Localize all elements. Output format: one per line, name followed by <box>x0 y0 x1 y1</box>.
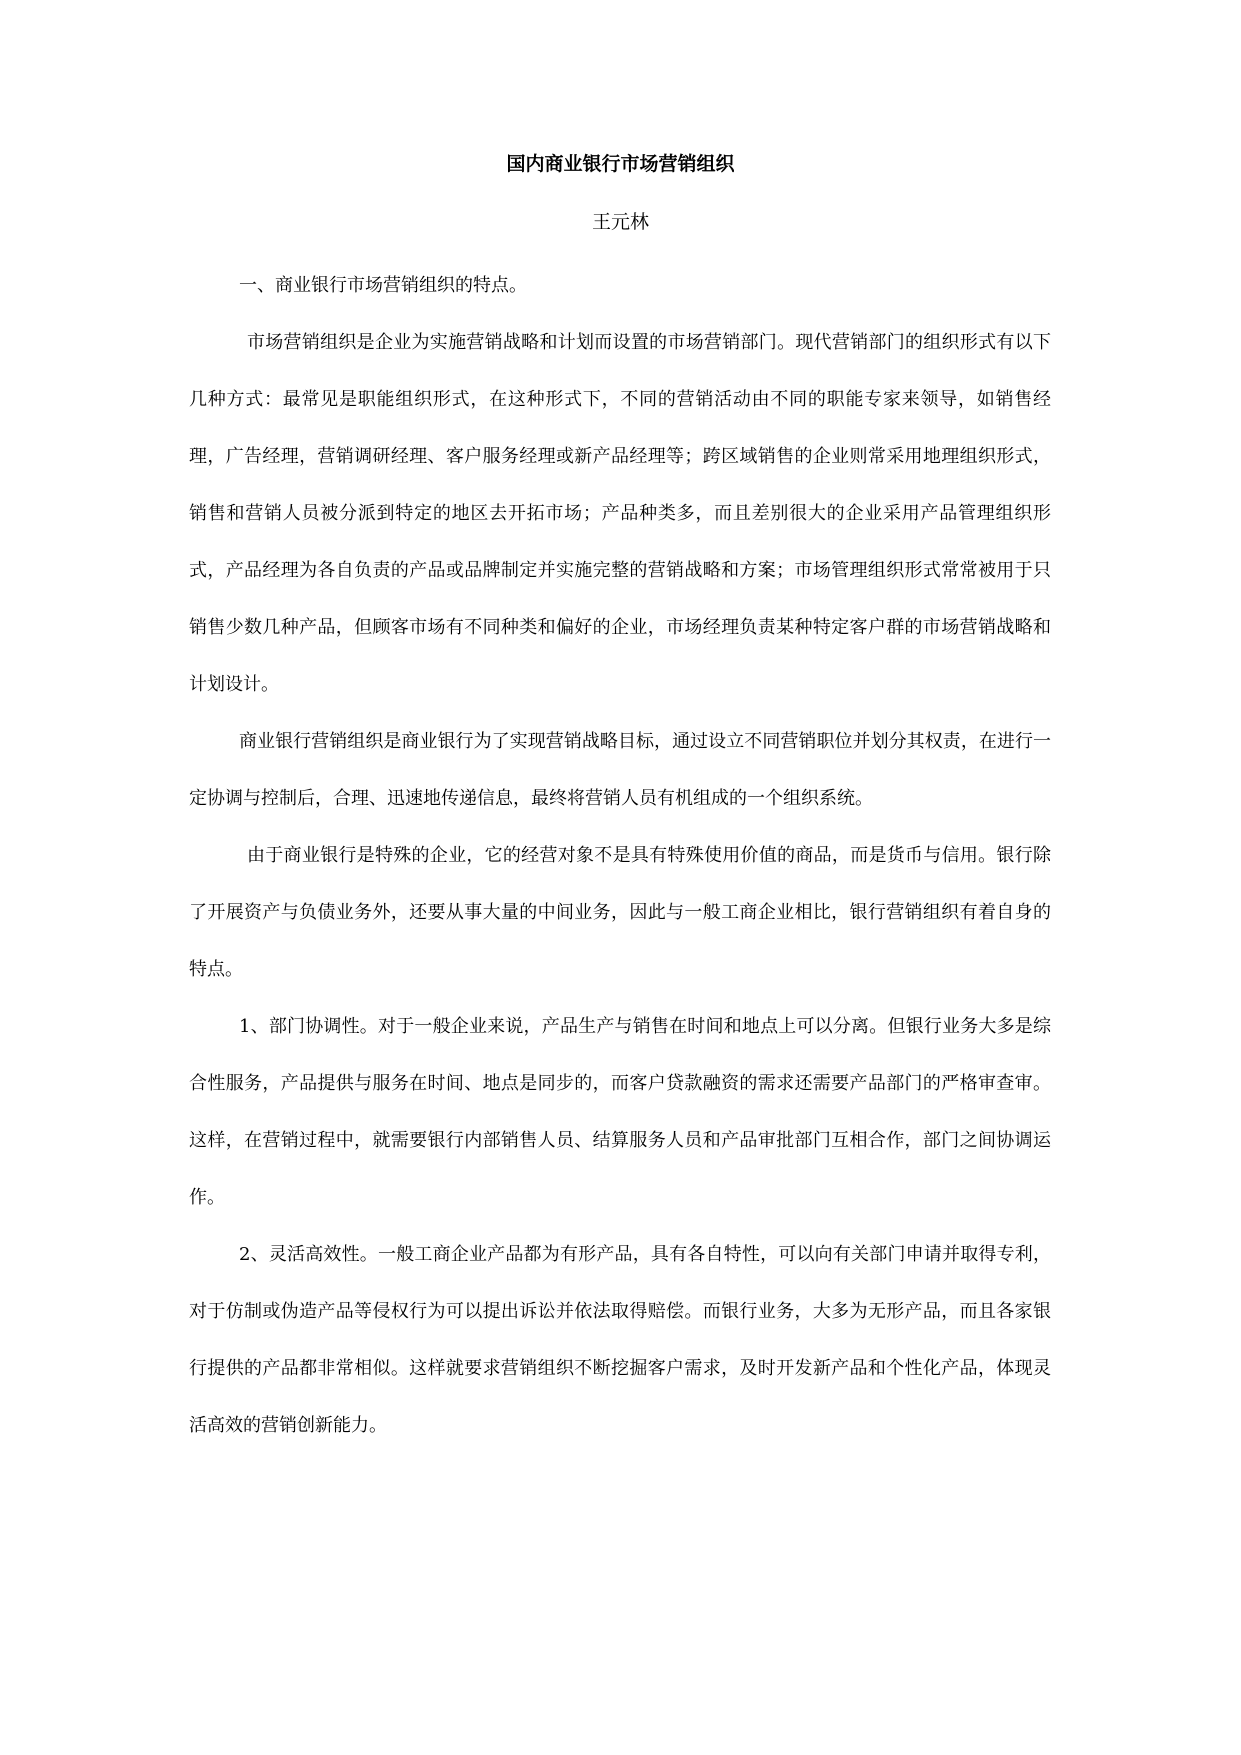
paragraph: 市场营销组织是企业为实施营销战略和计划而设置的市场营销部门。现代营销部门的组织形式有以下几种方式：最常见是职能组织形式，在这种形式下，不同的营销活动由不同的职能专家来领导，如销售经理，广告经理，营销调研经理、客户服务经理或新产品经理等；跨区域销售的企业则常采用地理组织形式，销售和营销人员被分派到特定的地区去开拓市场；产品种类多，而且差别很大的企业采用产品管理组织形式，产品经理为各自负责的产品或品牌制定并实施完整的营销战略和方案；市场管理组织形式常常被用于只销售少数几种产品，但顾客市场有不同种类和偏好的企业，市场经理负责某种特定客户群的市场营销战略和计划设计。 <box>189 332 1051 695</box>
paragraph: 1、部门协调性。对于一般企业来说，产品生产与销售在时间和地点上可以分离。但银行业务大多是综合性服务，产品提供与服务在时间、地点是同步的，而客户贷款融资的需求还需要产品部门的严格审查审。这样，在营销过程中，就需要银行内部销售人员、结算服务人员和产品审批部门互相合作，部门之间协调运作。 <box>189 1016 1051 1208</box>
document-body <box>189 257 1051 1454</box>
paragraph: 2、灵活高效性。一般工商企业产品都为有形产品，具有各自特性，可以向有关部门申请并取得专利，对于仿制或伪造产品等侵权行为可以提出诉讼并依法取得赔偿。而银行业务，大多为无形产品，而且各家银行提供的产品都非常相似。这样就要求营销组织不断挖掘客户需求，及时开发新产品和个性化产品，体现灵活高效的营销创新能力。 <box>189 1244 1051 1436</box>
document-title: 国内商业银行市场营销组织 <box>506 153 735 175</box>
document-author: 王元林 <box>591 211 649 233</box>
paragraph: 商业银行营销组织是商业银行为了实现营销战略目标，通过设立不同营销职位并划分其权责，在进行一定协调与控制后，合理、迅速地传递信息，最终将营销人员有机组成的一个组织系统。 <box>189 731 1051 809</box>
paragraph: 由于商业银行是特殊的企业，它的经营对象不是具有特殊使用价值的商品，而是货币与信用。银行除了开展资产与负债业务外，还要从事大量的中间业务，因此与一般工商企业相比，银行营销组织有着自身的特点。 <box>189 845 1051 980</box>
section-heading: 一、商业银行市场营销组织的特点。 <box>239 275 527 296</box>
